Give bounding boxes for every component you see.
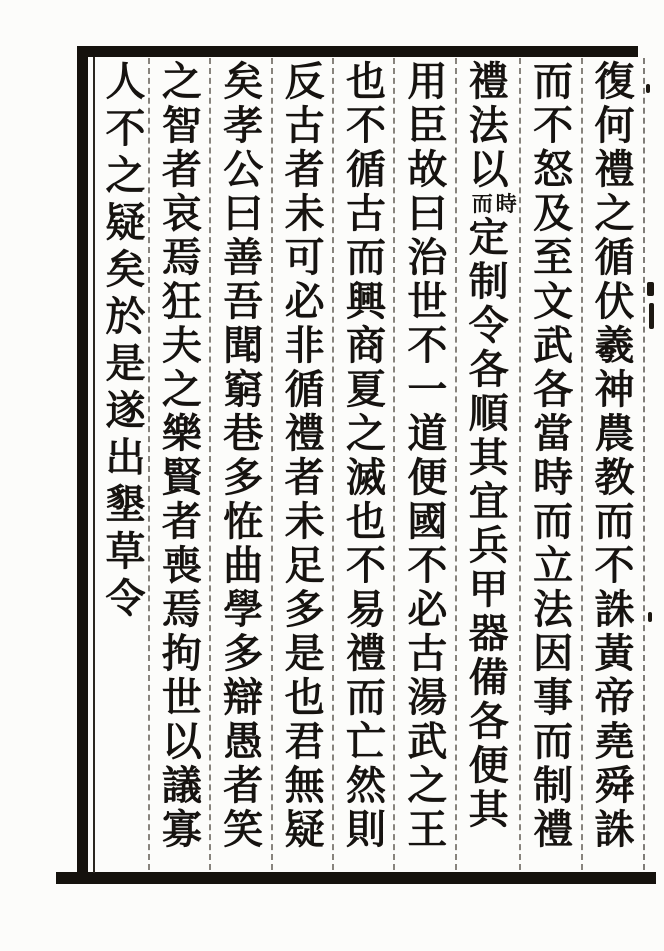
ink-speck [648,612,652,622]
frame-bottom-border [56,872,656,884]
text-column-4 [393,58,454,870]
column-1-text: 復何禮之循伏羲神農教而不誅黃帝堯舜誅 [589,60,634,852]
text-column-8 [148,58,209,870]
text-column-5 [332,58,393,870]
column-2-text: 而不怒及至文武各當時而立法因事而制禮 [527,60,573,852]
frame-left-outer-border [77,46,88,884]
text-column-6 [271,58,332,870]
column-4-text: 用臣故曰治世不一道便國不必古湯武之王 [401,60,447,852]
column-9-text: 人不之疑矣於是遂出墾草令 [100,60,146,624]
interlinear-note-right-char: 時 [495,192,517,216]
ink-speck [647,282,654,296]
column-5-text: 也不循古而興商夏之滅也不易禮而亡然則 [340,60,386,852]
column-8-text: 之智者哀焉狂夫之樂賢者喪焉拘世以議寡 [156,60,202,852]
text-column-3 [455,58,519,870]
frame-right-dashed-line [643,58,645,870]
interlinear-note-left-char: 而 [471,192,493,216]
text-block [96,58,642,870]
frame-left-inner-line [93,57,95,873]
column-7-text: 矣孝公曰善吾聞窮巷多恠曲學多辯愚者笑 [217,60,263,852]
ink-speck [649,303,654,329]
text-column-7 [209,58,270,870]
column-6-text: 反古者未可必非循禮者未足多是也君無疑 [279,60,325,852]
column-3-text-before-note: 禮法以 [463,60,509,192]
interlinear-small-note [469,192,519,216]
text-column-1 [581,58,642,870]
frame-top-border [82,46,638,57]
text-column-9 [96,58,148,870]
column-3-text-after-note: 定制令各順其宜兵甲器備各便其 [463,216,509,832]
ink-speck [646,84,650,93]
text-column-2 [519,58,580,870]
